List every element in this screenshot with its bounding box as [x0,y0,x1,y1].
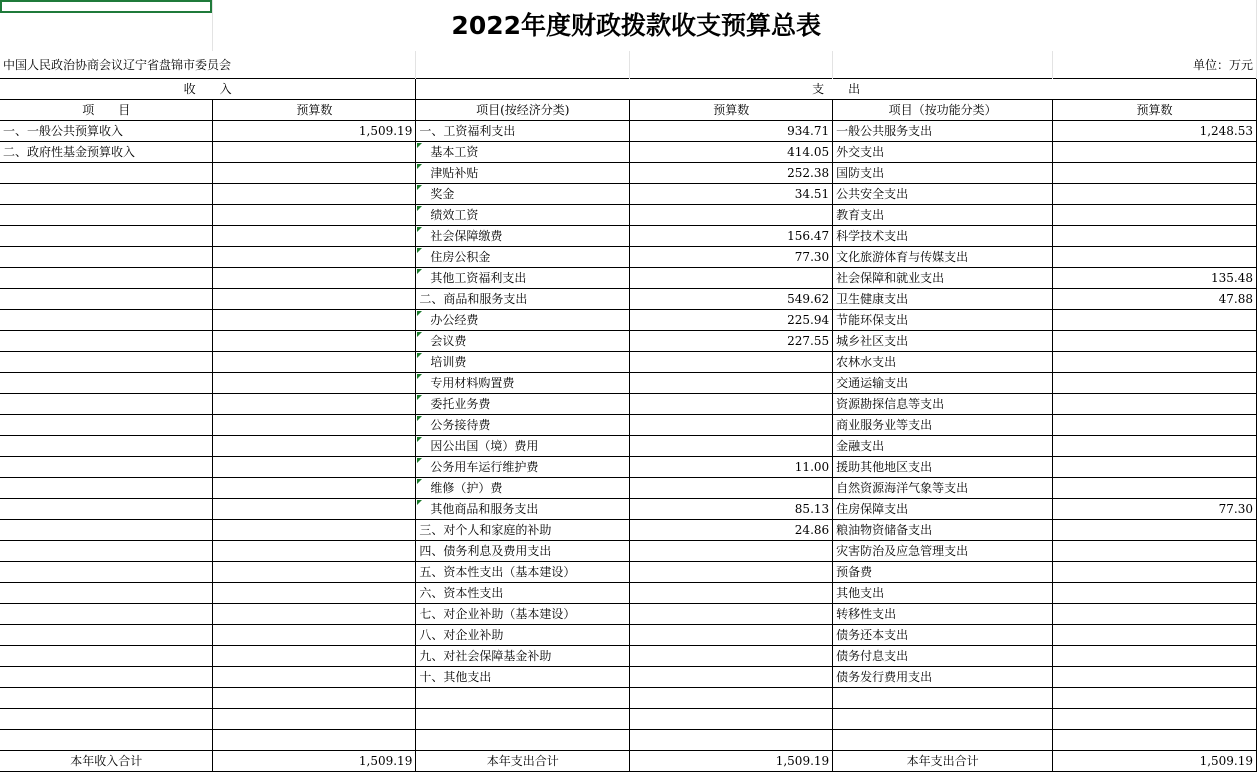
functional-item[interactable]: 教育支出 [833,205,1053,226]
economic-item-label: 九、对社会保障基金补助 [419,649,552,663]
income-value[interactable] [213,184,416,205]
income-value[interactable] [213,268,416,289]
functional-item[interactable]: 交通运输支出 [833,373,1053,394]
table-row [0,520,1257,541]
blank-cell[interactable] [630,688,833,709]
income-item[interactable]: 一、一般公共预算收入 [0,121,213,142]
income-value[interactable] [213,142,416,163]
income-item[interactable]: 二、政府性基金预算收入 [0,142,213,163]
economic-value[interactable] [630,205,833,226]
blank-cell[interactable] [213,709,416,730]
comment-marker-icon [417,416,422,421]
income-item-header: 项 目 [0,100,213,121]
functional-value[interactable] [1053,142,1257,163]
page-title: 2022年度财政拨款收支预算总表 [213,0,1257,51]
economic-item[interactable] [416,541,630,562]
income-item[interactable] [0,667,213,688]
functional-item[interactable]: 自然资源海洋气象等支出 [833,478,1053,499]
comment-marker-icon [417,374,422,379]
income-value[interactable] [213,373,416,394]
income-total-value: 1,509.19 [213,751,416,772]
functional-item-header: 项目（按功能分类） [833,100,1053,121]
section-header-row [0,79,1257,100]
income-item[interactable] [0,415,213,436]
economic-item-label: 六、资本性支出 [419,586,504,600]
functional-value[interactable] [1053,436,1257,457]
table-row [0,436,1257,457]
economic-item-label: 五、资本性支出（基本建设） [419,565,576,579]
title-row [0,0,1257,51]
functional-budget-header: 预算数 [1053,100,1257,121]
economic-item[interactable] [416,247,630,268]
income-value[interactable] [213,415,416,436]
economic-value[interactable] [630,436,833,457]
economic-value[interactable] [630,478,833,499]
economic-item[interactable] [416,268,630,289]
blank-row [0,730,1257,751]
economic-item-label: 四、债务利息及费用支出 [419,544,552,558]
table-row [0,583,1257,604]
income-value[interactable] [213,436,416,457]
income-item[interactable] [0,541,213,562]
economic-value[interactable] [630,667,833,688]
economic-value[interactable]: 252.38 [630,163,833,184]
table-row [0,604,1257,625]
functional-item[interactable]: 节能环保支出 [833,310,1053,331]
unit-label: 单位：万元 [1053,51,1257,79]
comment-marker-icon [417,143,422,148]
expense-section-header: 支 出 [416,79,1257,100]
table-row [0,415,1257,436]
economic-item[interactable] [416,436,630,457]
functional-value[interactable]: 135.48 [1053,268,1257,289]
income-value[interactable] [213,520,416,541]
comment-marker-icon [417,500,422,505]
economic-item-label: 社会保障缴费 [430,229,503,243]
functional-item[interactable]: 粮油物资储备支出 [833,520,1053,541]
income-item[interactable] [0,205,213,226]
blank-cell[interactable] [213,730,416,751]
column-header-row [0,100,1257,121]
functional-item[interactable]: 商业服务业等支出 [833,415,1053,436]
blank-cell[interactable] [833,709,1053,730]
functional-item[interactable]: 债务付息支出 [833,646,1053,667]
table-row [0,331,1257,352]
table-row [0,163,1257,184]
economic-item[interactable] [416,205,630,226]
functional-item[interactable]: 灾害防治及应急管理支出 [833,541,1053,562]
table-row [0,289,1257,310]
blank-cell[interactable] [213,688,416,709]
table-row [0,646,1257,667]
functional-item[interactable]: 文化旅游体育与传媒支出 [833,247,1053,268]
economic-value[interactable]: 156.47 [630,226,833,247]
comment-marker-icon [417,353,422,358]
blank-cell[interactable] [0,688,213,709]
economic-item-header: 项目(按经济分类) [416,100,630,121]
economic-item[interactable] [416,184,630,205]
functional-value[interactable] [1053,604,1257,625]
economic-item[interactable] [416,121,630,142]
income-item[interactable] [0,520,213,541]
income-value[interactable] [213,625,416,646]
comment-marker-icon [417,248,422,253]
income-value[interactable] [213,394,416,415]
economic-value[interactable]: 85.13 [630,499,833,520]
comment-marker-icon [417,185,422,190]
economic-item[interactable] [416,415,630,436]
functional-value[interactable] [1053,352,1257,373]
economic-item-label: 住房公积金 [430,250,491,264]
economic-value[interactable] [630,625,833,646]
blank-cell[interactable] [630,709,833,730]
economic-item[interactable] [416,394,630,415]
economic-item-label: 八、对企业补助 [419,628,504,642]
functional-item[interactable]: 社会保障和就业支出 [833,268,1053,289]
economic-item-label: 其他工资福利支出 [430,271,527,285]
economic-value[interactable]: 225.94 [630,310,833,331]
income-value[interactable] [213,541,416,562]
income-value[interactable] [213,247,416,268]
blank-row [0,709,1257,730]
functional-value[interactable] [1053,373,1257,394]
economic-item-label: 其他商品和服务支出 [430,502,539,516]
blank-cell[interactable] [833,51,1053,79]
income-item[interactable] [0,226,213,247]
economic-item[interactable] [416,499,630,520]
economic-item-label: 培训费 [430,355,467,369]
economic-item-label: 奖金 [430,187,455,201]
income-item[interactable] [0,331,213,352]
economic-item-label: 因公出国（境）费用 [430,439,539,453]
income-value[interactable] [213,289,416,310]
functional-item[interactable]: 卫生健康支出 [833,289,1053,310]
comment-marker-icon [417,269,422,274]
functional-value[interactable]: 1,248.53 [1053,121,1257,142]
table-row [0,625,1257,646]
functional-item[interactable]: 公共安全支出 [833,184,1053,205]
functional-value[interactable] [1053,163,1257,184]
income-value[interactable] [213,226,416,247]
table-row [0,184,1257,205]
functional-value[interactable] [1053,457,1257,478]
income-value[interactable] [213,352,416,373]
table-row [0,373,1257,394]
income-value[interactable] [213,667,416,688]
economic-value[interactable] [630,646,833,667]
functional-value[interactable] [1053,646,1257,667]
economic-item[interactable] [416,478,630,499]
income-item[interactable] [0,604,213,625]
economic-value[interactable] [630,394,833,415]
economic-item-label: 会议费 [430,334,467,348]
income-item[interactable] [0,373,213,394]
blank-cell[interactable] [630,730,833,751]
economic-item[interactable] [416,667,630,688]
blank-cell[interactable] [416,688,630,709]
economic-item[interactable] [416,520,630,541]
economic-item-label: 公务用车运行维护费 [430,460,539,474]
table-row [0,499,1257,520]
table-row [0,457,1257,478]
income-item[interactable] [0,499,213,520]
functional-value[interactable] [1053,478,1257,499]
functional-item[interactable]: 农林水支出 [833,352,1053,373]
economic-item-label: 十、其他支出 [419,670,492,684]
unit-row [0,51,1257,79]
income-item[interactable] [0,268,213,289]
income-item[interactable] [0,310,213,331]
income-item[interactable] [0,625,213,646]
functional-total-label: 本年支出合计 [833,751,1053,772]
functional-value[interactable] [1053,226,1257,247]
economic-item-label: 维修（护）费 [430,481,503,495]
functional-total-value: 1,509.19 [1053,751,1257,772]
economic-item-label: 专用材料购置费 [430,376,515,390]
functional-value[interactable] [1053,520,1257,541]
economic-value[interactable] [630,352,833,373]
table-row [0,394,1257,415]
income-value[interactable] [213,205,416,226]
economic-item-label: 七、对企业补助（基本建设） [419,607,576,621]
income-item[interactable] [0,478,213,499]
economic-item[interactable] [416,583,630,604]
blank-cell[interactable] [630,51,833,79]
functional-item[interactable]: 预备费 [833,562,1053,583]
functional-item[interactable]: 城乡社区支出 [833,331,1053,352]
economic-item[interactable] [416,457,630,478]
economic-item[interactable] [416,163,630,184]
functional-item[interactable]: 外交支出 [833,142,1053,163]
economic-item[interactable] [416,352,630,373]
income-item[interactable] [0,352,213,373]
income-item[interactable] [0,184,213,205]
income-value[interactable] [213,604,416,625]
functional-item[interactable]: 金融支出 [833,436,1053,457]
table-row [0,310,1257,331]
economic-value[interactable]: 549.62 [630,289,833,310]
economic-item[interactable] [416,646,630,667]
economic-item[interactable] [416,625,630,646]
economic-item[interactable] [416,331,630,352]
functional-value[interactable] [1053,667,1257,688]
functional-value[interactable]: 47.88 [1053,289,1257,310]
comment-marker-icon [417,458,422,463]
functional-value[interactable] [1053,394,1257,415]
table-row [0,541,1257,562]
income-value[interactable] [213,478,416,499]
functional-value[interactable] [1053,184,1257,205]
blank-cell[interactable] [833,688,1053,709]
functional-value[interactable] [1053,310,1257,331]
economic-value[interactable] [630,562,833,583]
blank-cell[interactable] [416,709,630,730]
economic-value[interactable] [630,583,833,604]
economic-item-label: 基本工资 [430,145,479,159]
economic-item[interactable] [416,604,630,625]
economic-value[interactable]: 34.51 [630,184,833,205]
totals-row [0,751,1257,772]
functional-item[interactable]: 债务还本支出 [833,625,1053,646]
income-item[interactable] [0,163,213,184]
functional-item[interactable]: 债务发行费用支出 [833,667,1053,688]
comment-marker-icon [417,311,422,316]
economic-value[interactable]: 11.00 [630,457,833,478]
table-row [0,478,1257,499]
organization-name: 中国人民政治协商会议辽宁省盘锦市委员会 [0,51,416,79]
table-row [0,268,1257,289]
income-total-label: 本年收入合计 [0,751,213,772]
economic-value[interactable]: 414.05 [630,142,833,163]
income-value[interactable] [213,562,416,583]
economic-item-label: 一、工资福利支出 [419,124,516,138]
functional-value[interactable] [1053,562,1257,583]
economic-item-label: 二、商品和服务支出 [419,292,528,306]
blank-cell[interactable] [416,51,630,79]
table-row [0,142,1257,163]
table-row [0,247,1257,268]
economic-item[interactable] [416,142,630,163]
functional-item[interactable]: 国防支出 [833,163,1053,184]
economic-item-label: 津贴补贴 [430,166,479,180]
economic-total-value: 1,509.19 [630,751,833,772]
economic-total-label: 本年支出合计 [416,751,630,772]
functional-value[interactable] [1053,415,1257,436]
functional-value[interactable] [1053,247,1257,268]
income-value[interactable]: 1,509.19 [213,121,416,142]
comment-marker-icon [417,227,422,232]
economic-item-label: 公务接待费 [430,418,491,432]
economic-value[interactable] [630,373,833,394]
functional-item[interactable]: 援助其他地区支出 [833,457,1053,478]
functional-value[interactable] [1053,625,1257,646]
income-value[interactable] [213,331,416,352]
table-row [0,562,1257,583]
economic-item-label: 绩效工资 [430,208,479,222]
economic-value[interactable]: 24.86 [630,520,833,541]
economic-value[interactable] [630,541,833,562]
income-value[interactable] [213,499,416,520]
functional-item[interactable]: 转移性支出 [833,604,1053,625]
comment-marker-icon [417,332,422,337]
income-value[interactable] [213,163,416,184]
economic-item[interactable] [416,373,630,394]
blank-cell[interactable] [0,730,213,751]
income-item[interactable] [0,436,213,457]
economic-value[interactable] [630,268,833,289]
income-item[interactable] [0,247,213,268]
economic-item-label: 三、对个人和家庭的补助 [419,523,552,537]
comment-marker-icon [417,164,422,169]
table-row [0,667,1257,688]
blank-cell[interactable] [0,709,213,730]
income-item[interactable] [0,457,213,478]
income-item[interactable] [0,289,213,310]
functional-item[interactable]: 科学技术支出 [833,226,1053,247]
functional-item[interactable]: 一般公共服务支出 [833,121,1053,142]
income-item[interactable] [0,394,213,415]
income-value[interactable] [213,457,416,478]
economic-value[interactable]: 227.55 [630,331,833,352]
comment-marker-icon [417,206,422,211]
functional-item[interactable]: 其他支出 [833,583,1053,604]
economic-value[interactable] [630,604,833,625]
economic-budget-header: 预算数 [630,100,833,121]
economic-item[interactable] [416,289,630,310]
cell-a1[interactable] [0,0,213,51]
economic-item-label: 办公经费 [430,313,479,327]
functional-value[interactable] [1053,583,1257,604]
economic-item[interactable] [416,562,630,583]
table-row [0,121,1257,142]
functional-value[interactable] [1053,205,1257,226]
income-item[interactable] [0,562,213,583]
functional-value[interactable] [1053,541,1257,562]
economic-value[interactable]: 934.71 [630,121,833,142]
income-value[interactable] [213,646,416,667]
functional-item[interactable]: 住房保障支出 [833,499,1053,520]
blank-cell[interactable] [1053,688,1257,709]
income-item[interactable] [0,583,213,604]
economic-value[interactable] [630,415,833,436]
blank-cell[interactable] [833,730,1053,751]
blank-cell[interactable] [416,730,630,751]
comment-marker-icon [417,395,422,400]
economic-item[interactable] [416,226,630,247]
functional-item[interactable]: 资源勘探信息等支出 [833,394,1053,415]
blank-cell[interactable] [1053,730,1257,751]
blank-row [0,688,1257,709]
comment-marker-icon [417,479,422,484]
functional-value[interactable]: 77.30 [1053,499,1257,520]
economic-item-label: 委托业务费 [430,397,491,411]
table-row [0,205,1257,226]
income-value[interactable] [213,583,416,604]
income-item[interactable] [0,646,213,667]
comment-marker-icon [417,437,422,442]
income-budget-header: 预算数 [213,100,416,121]
table-row [0,226,1257,247]
economic-value[interactable]: 77.30 [630,247,833,268]
table-row [0,352,1257,373]
blank-cell[interactable] [1053,709,1257,730]
income-section-header: 收 入 [0,79,416,100]
economic-item[interactable] [416,310,630,331]
functional-value[interactable] [1053,331,1257,352]
income-value[interactable] [213,310,416,331]
